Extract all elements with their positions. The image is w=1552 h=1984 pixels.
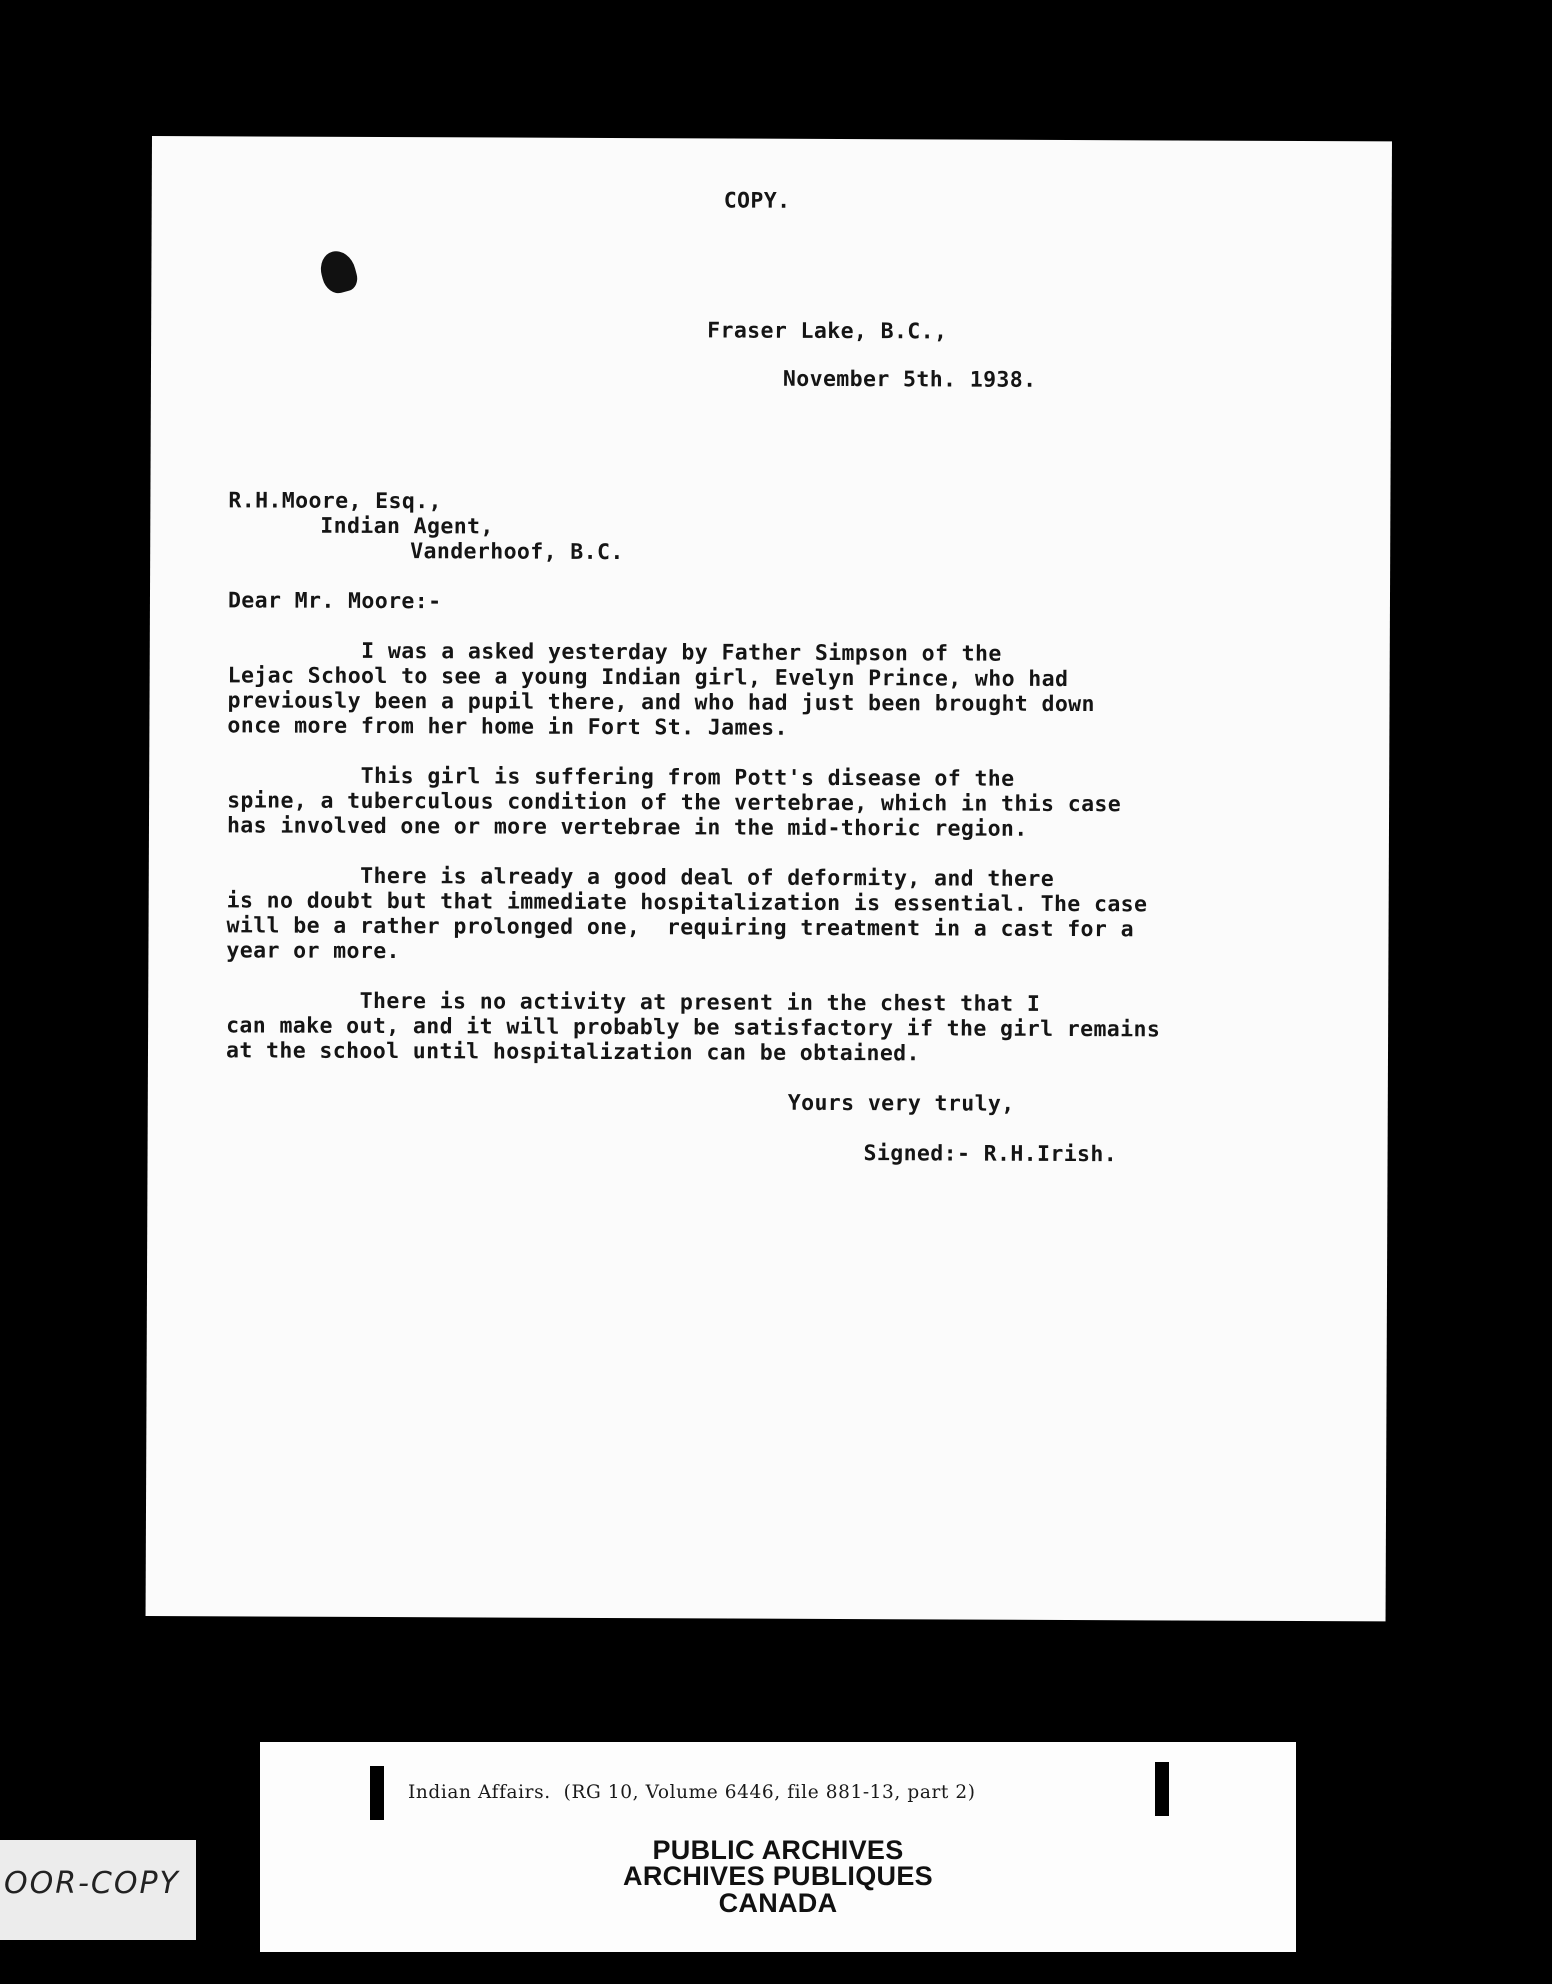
body-line: spine, a tuberculous condition of the vertebrae, which in this case (227, 788, 1122, 818)
body-line: year or more. (226, 938, 400, 965)
copy-stamp (0, 1840, 196, 1940)
salutation: Dear Mr. Moore:- (227, 588, 442, 615)
copy-stamp-text: OOR-COPY (4, 1866, 180, 1901)
label-tab-left (370, 1766, 384, 1820)
body-paragraph (226, 988, 1160, 1067)
body-line: There is already a good deal of deformity, and there (226, 863, 1055, 892)
body-line: There is no activity at present in the chest that I (226, 988, 1041, 1017)
body-paragraph (226, 863, 1147, 967)
body-line: has involved one or more vertebrae in the mid-thoric region. (226, 813, 1028, 842)
body-line: once more from her home in Fort St. James. (227, 713, 788, 741)
signature: Signed:- R.H.Irish. (863, 1141, 1118, 1168)
letter-date: November 5th. 1938. (782, 366, 1037, 393)
recipient-name: R.H.Moore, Esq., (228, 488, 442, 515)
body-line: is no doubt but that immediate hospitalization is essential. The case (226, 888, 1148, 918)
archive-name-english: PUBLIC ARCHIVES (652, 1835, 904, 1865)
body-line: can make out, and it will probably be satisfactory if the girl remains (226, 1013, 1161, 1043)
recipient-location: Vanderhoof, B.C. (410, 539, 624, 566)
body-line: will be a rather prolonged one, requiring treatment in a cast for a (226, 913, 1135, 943)
body-line: Lejac School to see a young Indian girl, Evelyn Prince, who had (227, 663, 1069, 693)
label-tab-right (1155, 1762, 1169, 1816)
letter-heading: COPY. (723, 188, 791, 214)
letter-page (146, 136, 1392, 1621)
closing: Yours very truly, (787, 1090, 1015, 1117)
ink-blot (317, 247, 361, 296)
body-line: This girl is suffering from Pott's disease of the (227, 763, 1015, 792)
body-paragraph (227, 763, 1121, 842)
body-paragraph (227, 638, 1095, 742)
letter-place: Fraser Lake, B.C., (707, 318, 948, 345)
archive-name-french: ARCHIVES PUBLIQUES (623, 1861, 933, 1891)
body-line: previously been a pupil there, and who had just been brought down (227, 688, 1095, 718)
archive-country: CANADA (718, 1888, 838, 1918)
body-line: I was a asked yesterday by Father Simpson of the (227, 638, 1002, 667)
archive-reference: Indian Affairs. (RG 10, Volume 6446, file 881-13, part 2) (408, 1782, 976, 1803)
body-line: at the school until hospitalization can be obtained. (225, 1038, 920, 1067)
recipient-title: Indian Agent, (320, 513, 494, 540)
archive-label (260, 1742, 1296, 1952)
